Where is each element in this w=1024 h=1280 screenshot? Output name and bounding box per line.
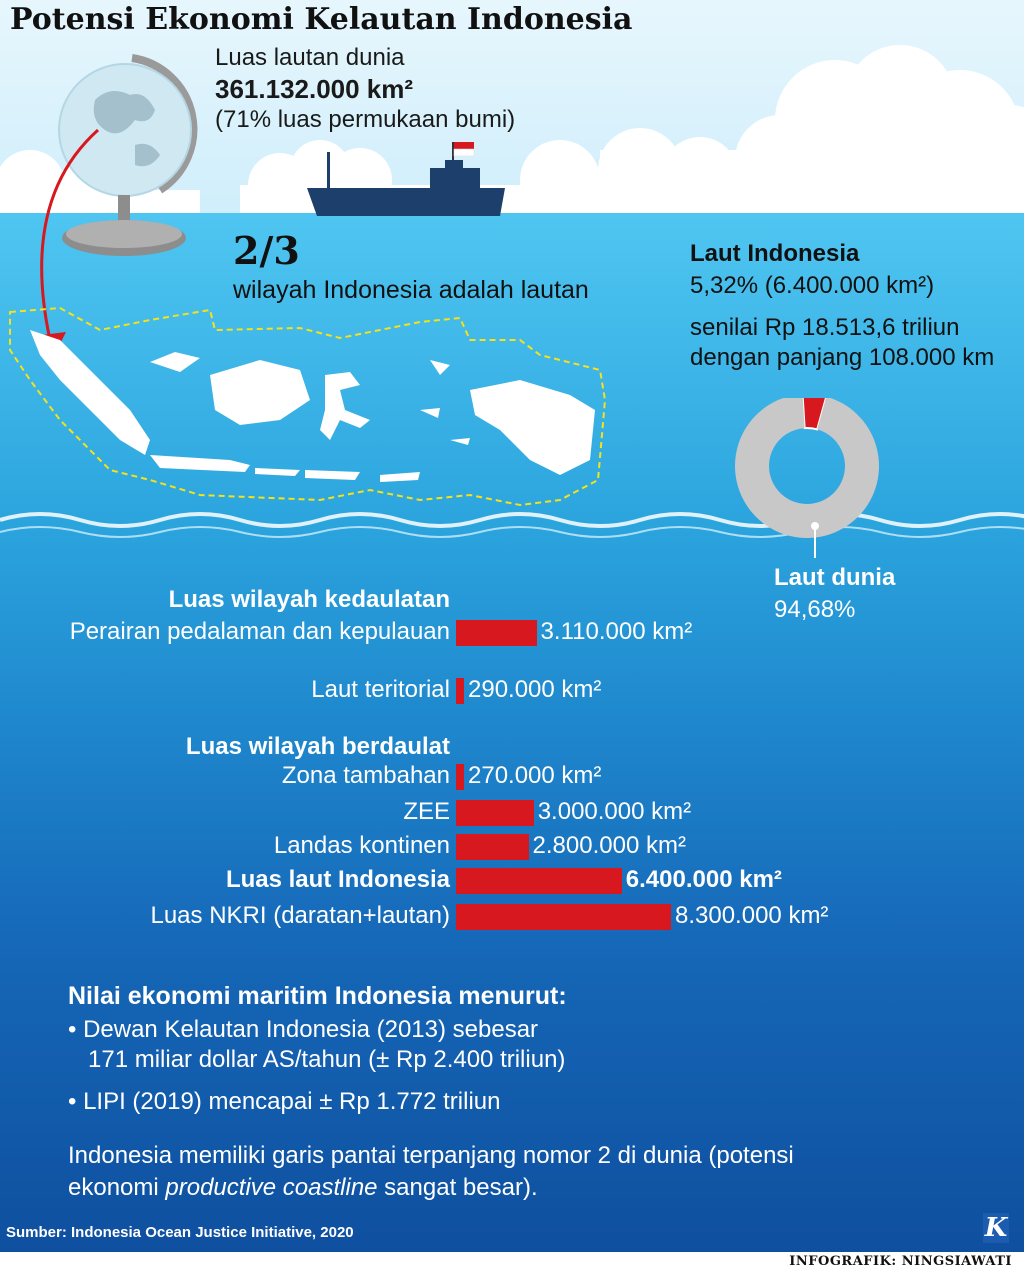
donut-leader-dot [811,522,819,530]
bar-value-label: 290.000 km² [468,676,602,703]
world-ocean-label: Luas lautan dunia [215,44,405,71]
economy-heading: Nilai ekonomi maritim Indonesia menurut: [68,982,567,1010]
laut-indonesia-value: senilai Rp 18.513,6 triliun [690,314,960,341]
bar-label: Luas NKRI (daratan+lautan) [150,902,450,929]
bar-value-label: 8.300.000 km² [675,902,829,929]
coastline-suffix: sangat besar). [377,1174,538,1201]
bar-label: Luas laut Indonesia [225,866,450,893]
coastline-prefix: ekonomi [68,1174,166,1201]
economy-item-lipi: • LIPI (2019) mencapai ± Rp 1.772 triliun [68,1088,501,1115]
laut-dunia-title: Laut dunia [774,564,896,591]
bar-label: ZEE [403,798,450,825]
bar-value-label: 3.000.000 km² [537,798,692,825]
coastline-line2 [68,1174,538,1202]
bar-value-label: 2.800.000 km² [532,832,686,859]
page-title: Potensi Ekonomi Kelautan Indonesia [10,2,633,37]
ship-illustration [305,138,510,220]
laut-indonesia-share: 5,32% (6.400.000 km²) [690,272,935,299]
indonesia-map [0,300,620,540]
laut-dunia-share: 94,68% [774,596,856,623]
bar-label: Landas kontinen [273,832,450,859]
coastline-italic: productive coastline [165,1174,378,1201]
bar-value-label: 6.400.000 km² [625,866,782,893]
donut-chart [725,398,905,558]
coastline-line1: Indonesia memiliki garis pantai terpanjang nomor 2 di dunia (potensi [68,1142,794,1169]
kompas-logo: K [984,1213,1008,1243]
bar-value-label: 3.110.000 km² [540,618,693,645]
laut-indonesia-title: Laut Indonesia [690,240,860,267]
two-thirds-caption: wilayah Indonesia adalah lautan [233,276,589,304]
bar-label: Perairan pedalaman dan kepulauan [69,618,450,645]
bar-group-title: Luas wilayah kedaulatan [168,586,450,613]
world-ocean-note: (71% luas permukaan bumi) [215,106,516,133]
bar-label: Laut teritorial [311,676,450,703]
laut-indonesia-length: dengan panjang 108.000 km [690,344,995,371]
bar-value-label: 270.000 km² [468,762,602,789]
infographic-credit: INFOGRAFIK: NINGSIAWATI [789,1254,1012,1269]
economy-item-dewan-line1: • Dewan Kelautan Indonesia (2013) sebesar [68,1016,539,1043]
world-ocean-value: 361.132.000 km² [215,74,414,104]
bar-group-title: Luas wilayah berdaulat [185,733,450,760]
bar-label: Zona tambahan [281,762,450,789]
source-note: Sumber: Indonesia Ocean Justice Initiative, 2020 [6,1224,354,1241]
two-thirds-fraction: 2/3 [233,228,300,273]
economy-item-dewan-line2: 171 miliar dollar AS/tahun (± Rp 2.400 triliun) [88,1046,566,1073]
